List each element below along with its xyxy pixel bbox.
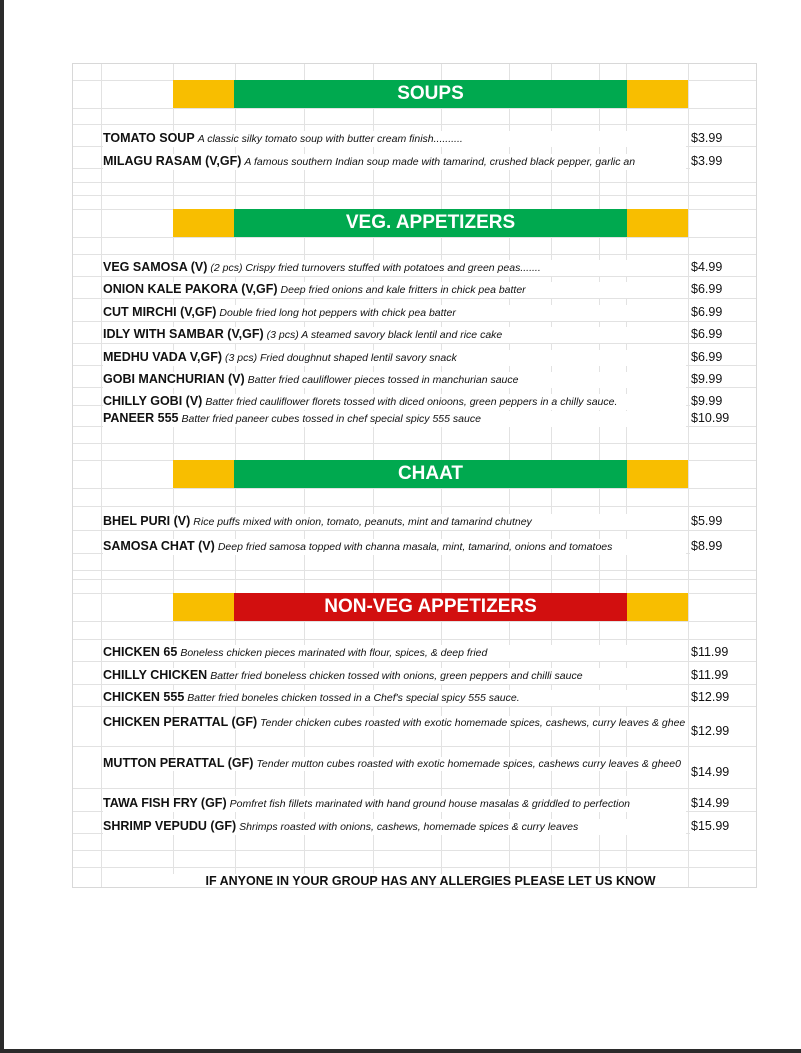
window-bottom-edge — [0, 1049, 801, 1053]
menu-item-description: A famous southern Indian soup made with tamarind, crushed black pepper, garlic an — [244, 156, 636, 168]
menu-item — [103, 282, 686, 298]
menu-item-description: Deep fried samosa topped with channa masala, mint, tamarind, onions and tomatoes — [217, 541, 613, 553]
menu-item-description: Batter fried cauliflower pieces tossed in manchurian sauce — [247, 374, 519, 386]
menu-item-name: CHILLY CHICKEN — [103, 668, 208, 682]
menu-item-name: CHICKEN 65 — [103, 645, 178, 659]
menu-item — [103, 131, 686, 147]
section-title: CHAAT — [234, 460, 627, 488]
menu-item — [103, 372, 686, 388]
menu-item-description: Batter fried paneer cubes tossed in chef special spicy 555 sauce — [181, 413, 481, 425]
header-accent-right — [627, 593, 688, 621]
grid-row-line — [73, 639, 756, 640]
menu-item-description: Tender chicken cubes roasted with exotic homemade spices, cashews, curry leaves & ghee — [260, 717, 686, 729]
menu-item-name: PANEER 555 — [103, 411, 179, 425]
menu-item-price: $9.99 — [690, 372, 757, 387]
menu-item-price: $4.99 — [690, 260, 757, 275]
grid-row-line — [73, 867, 756, 868]
menu-item-description: Pomfret fish fillets marinated with hand ground house masalas & griddled to perfection — [229, 798, 630, 810]
menu-item-description: Tender mutton cubes roasted with exotic homemade spices, cashews curry leaves & ghee0 — [256, 758, 681, 770]
menu-item — [103, 819, 686, 835]
menu-sheet — [72, 63, 757, 888]
grid-row-line — [73, 579, 756, 580]
menu-item-price: $11.99 — [690, 668, 757, 683]
menu-item — [103, 539, 686, 555]
grid-row-line — [73, 570, 756, 571]
menu-item-price: $8.99 — [690, 539, 757, 554]
grid-row-line — [73, 506, 756, 507]
grid-row-line — [73, 182, 756, 183]
menu-item-name: MEDHU VADA V,GF) — [103, 350, 222, 364]
grid-row-line — [73, 706, 756, 707]
menu-item-name: BHEL PURI (V) — [103, 514, 191, 528]
header-accent-right — [627, 80, 688, 108]
menu-item-name: CHICKEN PERATTAL (GF) — [103, 716, 258, 729]
header-accent-right — [627, 460, 688, 488]
menu-item-description: Deep fried onions and kale fritters in chick pea batter — [280, 284, 526, 296]
menu-item-description: Boneless chicken pieces marinated with flour, spices, & deep fried — [180, 647, 488, 659]
menu-item — [103, 514, 686, 530]
menu-item — [103, 327, 686, 343]
grid-column-line — [688, 64, 689, 887]
allergy-notice: IF ANYONE IN YOUR GROUP HAS ANY ALLERGIES PLEASE LET US KNOW — [173, 874, 688, 888]
header-accent-left — [173, 593, 234, 621]
menu-item-name: CHILLY GOBI (V) — [103, 394, 203, 408]
grid-row-line — [73, 684, 756, 685]
section-header-band — [173, 209, 688, 237]
menu-item — [103, 154, 686, 170]
menu-item-price: $6.99 — [690, 350, 757, 365]
menu-item-price: $12.99 — [690, 690, 757, 705]
menu-item-name: MILAGU RASAM (V,GF) — [103, 154, 242, 168]
section-title: NON-VEG APPETIZERS — [234, 593, 627, 621]
menu-item-price: $15.99 — [690, 819, 757, 834]
grid-row-line — [73, 276, 756, 277]
grid-row-line — [73, 788, 756, 789]
menu-item-price: $9.99 — [690, 394, 757, 409]
menu-item-description: Shrimps roasted with onions, cashews, homemade spices & curry leaves — [239, 821, 579, 833]
menu-item-price: $14.99 — [690, 765, 757, 780]
menu-item-name: IDLY WITH SAMBAR (V,GF) — [103, 327, 264, 341]
menu-item — [103, 411, 686, 427]
grid-row-line — [73, 488, 756, 489]
grid-row-line — [73, 343, 756, 344]
grid-row-line — [73, 108, 756, 109]
menu-item-name: TOMATO SOUP — [103, 131, 195, 145]
menu-item-name: MUTTON PERATTAL (GF) — [103, 757, 254, 770]
header-accent-right — [627, 209, 688, 237]
window-left-edge — [0, 0, 4, 1053]
menu-item-name: SHRIMP VEPUDU (GF) — [103, 819, 237, 833]
grid-row-line — [73, 124, 756, 125]
menu-item-name: ONION KALE PAKORA (V,GF) — [103, 282, 278, 296]
grid-row-line — [73, 530, 756, 531]
menu-item-description: Double fried long hot peppers with chick pea batter — [219, 307, 456, 319]
grid-row-line — [73, 195, 756, 196]
menu-item-price: $11.99 — [690, 645, 757, 660]
menu-item — [103, 394, 686, 410]
menu-item — [103, 757, 686, 771]
menu-item-price: $6.99 — [690, 305, 757, 320]
grid-column-line — [101, 64, 102, 887]
menu-item — [103, 716, 686, 730]
menu-item — [103, 305, 686, 321]
menu-item-name: TAWA FISH FRY (GF) — [103, 796, 227, 810]
menu-item — [103, 645, 686, 661]
grid-row-line — [73, 298, 756, 299]
grid-row-line — [73, 661, 756, 662]
menu-item — [103, 690, 686, 706]
menu-item-name: CHICKEN 555 — [103, 690, 185, 704]
menu-item-price: $12.99 — [690, 724, 757, 739]
grid-row-line — [73, 850, 756, 851]
grid-row-line — [73, 321, 756, 322]
menu-item-description: (3 pcs) A steamed savory black lentil and rice cake — [266, 329, 503, 341]
menu-item-price: $10.99 — [690, 411, 757, 426]
menu-item-description: A classic silky tomato soup with butter cream finish.......... — [197, 133, 463, 145]
section-header-band — [173, 460, 688, 488]
menu-item-name: CUT MIRCHI (V,GF) — [103, 305, 217, 319]
grid-row-line — [73, 621, 756, 622]
grid-row-line — [73, 237, 756, 238]
menu-item-name: VEG SAMOSA (V) — [103, 260, 208, 274]
grid-row-line — [73, 254, 756, 255]
menu-item-description: Batter fried cauliflower florets tossed with diced onioons, green peppers in a chilly sauce. — [205, 396, 618, 408]
grid-row-line — [73, 746, 756, 747]
menu-item — [103, 260, 686, 276]
menu-item-description: (3 pcs) Fried doughnut shaped lentil savory snack — [225, 352, 457, 364]
menu-item-price: $6.99 — [690, 282, 757, 297]
menu-item-description: Batter fried boneles chicken tossed in a Chef's special spicy 555 sauce. — [187, 692, 520, 704]
section-header-band — [173, 593, 688, 621]
menu-item-price: $3.99 — [690, 131, 757, 146]
menu-item — [103, 796, 686, 812]
menu-item-description: Rice puffs mixed with onion, tomato, peanuts, mint and tamarind chutney — [193, 516, 532, 528]
header-accent-left — [173, 460, 234, 488]
section-header-band — [173, 80, 688, 108]
menu-item — [103, 350, 686, 366]
menu-item-price: $14.99 — [690, 796, 757, 811]
header-accent-left — [173, 80, 234, 108]
header-accent-left — [173, 209, 234, 237]
menu-item-price: $6.99 — [690, 327, 757, 342]
menu-item-name: GOBI MANCHURIAN (V) — [103, 372, 245, 386]
menu-item-description: Batter fried boneless chicken tossed with onions, green peppers and chilli sauce — [210, 670, 583, 682]
menu-item-name: SAMOSA CHAT (V) — [103, 539, 215, 553]
menu-item — [103, 668, 686, 684]
section-title: SOUPS — [234, 80, 627, 108]
section-title: VEG. APPETIZERS — [234, 209, 627, 237]
menu-item-price: $3.99 — [690, 154, 757, 169]
menu-item-description: (2 pcs) Crispy fried turnovers stuffed with potatoes and green peas....... — [210, 262, 541, 274]
grid-row-line — [73, 443, 756, 444]
menu-item-price: $5.99 — [690, 514, 757, 529]
